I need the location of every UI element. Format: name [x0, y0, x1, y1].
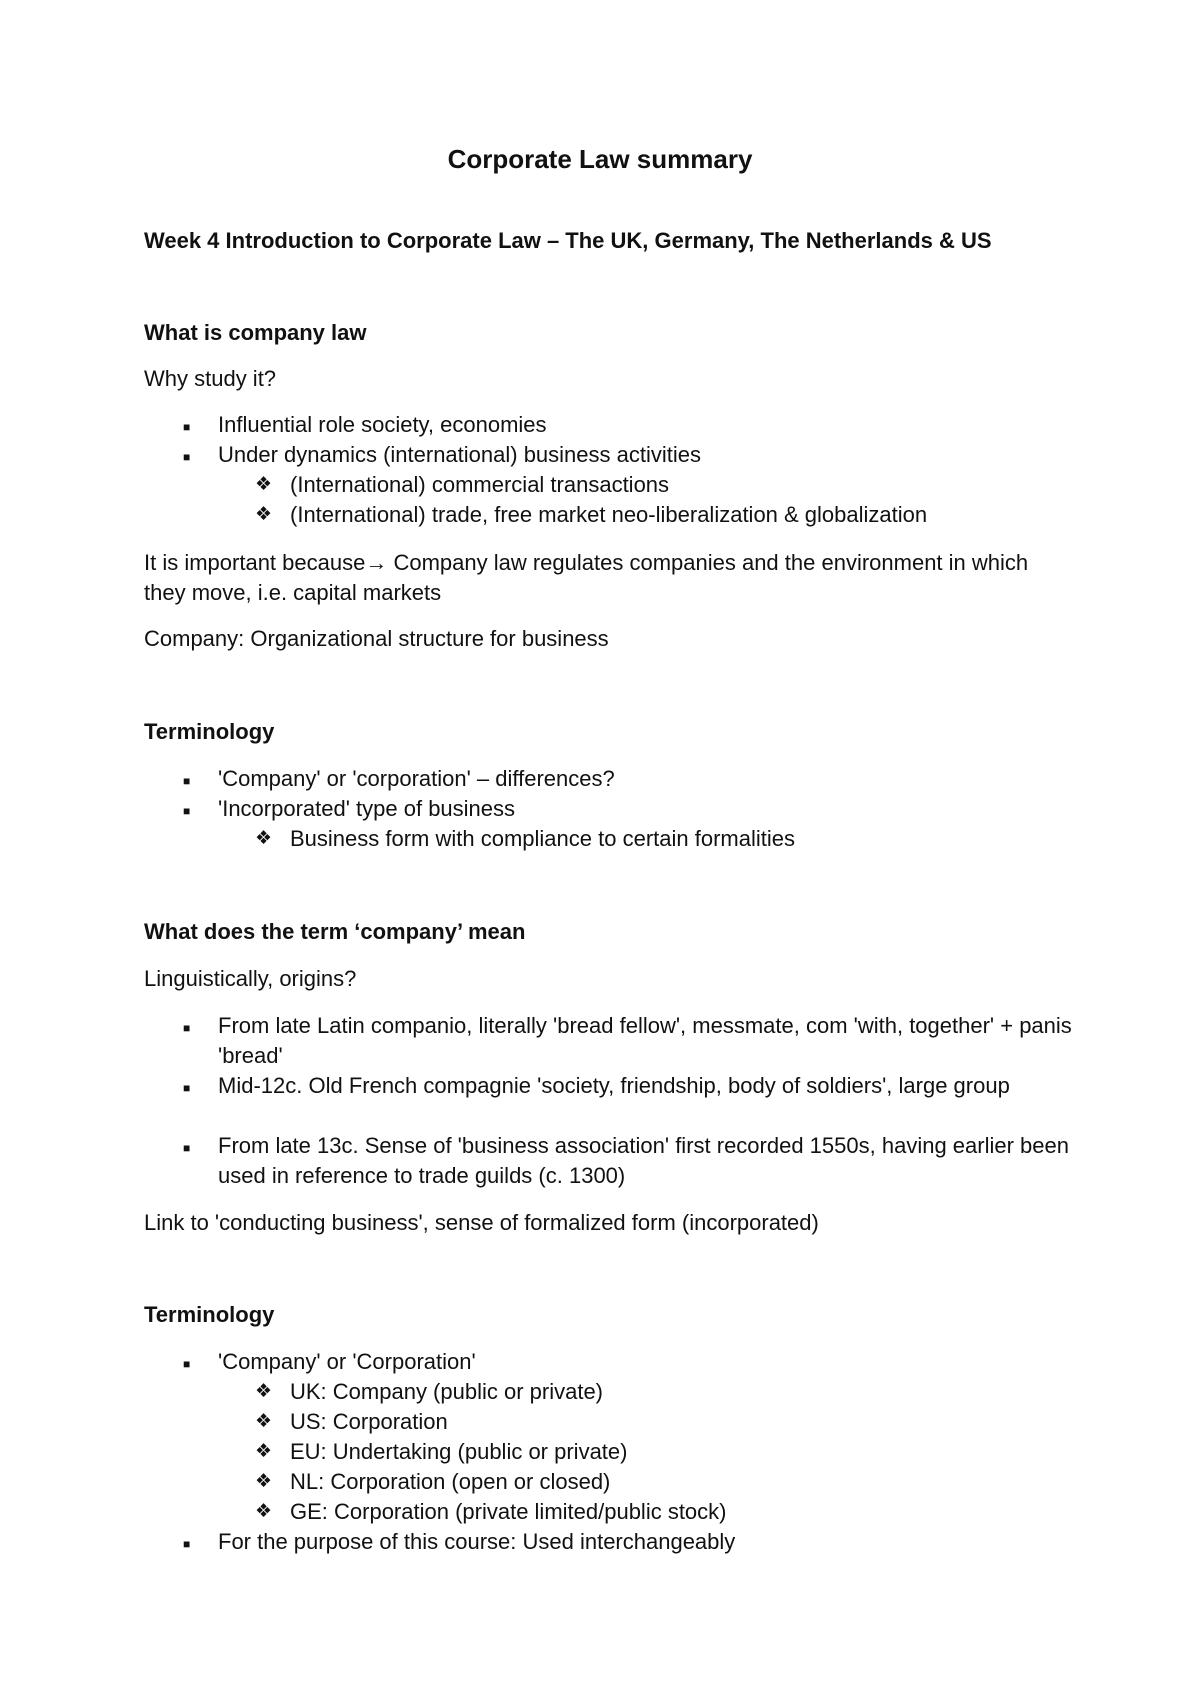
square-bullet-icon: ■ — [183, 420, 191, 434]
section-heading-company-meaning: What does the term ‘company’ mean — [144, 919, 526, 944]
sub-list-item-text: UK: Company (public or private) — [290, 1379, 604, 1404]
sub-list-item-text: (International) trade, free market neo-liberalization & globalization — [290, 502, 928, 527]
square-bullet-icon: ■ — [183, 1357, 191, 1371]
square-bullet-icon: ■ — [183, 1537, 191, 1551]
section-heading-terminology: Terminology — [144, 719, 275, 744]
list-item-text: 'Company' or 'Corporation' — [218, 1349, 476, 1374]
diamond-bullet-icon: ❖ — [255, 1381, 273, 1402]
question-linguistically: Linguistically, origins? — [144, 966, 357, 991]
diamond-bullet-icon: ❖ — [255, 1411, 273, 1432]
list-item-text: 'Incorporated' type of business — [218, 796, 516, 821]
list-item-text: 'Company' or 'corporation' – differences? — [218, 766, 615, 791]
week-heading: Week 4 Introduction to Corporate Law – The UK, Germany, The Netherlands & US — [144, 228, 992, 253]
question-why-study: Why study it? — [144, 366, 277, 391]
diamond-bullet-icon: ❖ — [255, 1501, 273, 1522]
square-bullet-icon: ■ — [183, 804, 191, 818]
list-item-text: Influential role society, economies — [218, 412, 547, 437]
section-heading-terminology-2: Terminology — [144, 1302, 275, 1327]
square-bullet-icon: ■ — [183, 1081, 191, 1095]
diamond-bullet-icon: ❖ — [255, 1441, 273, 1462]
importance-lead: It is important because — [144, 550, 366, 575]
list-item-text: For the purpose of this course: Used interchangeably — [218, 1529, 736, 1554]
sub-list-item-text: Business form with compliance to certain formalities — [290, 826, 795, 851]
arrow-right-icon: → — [365, 550, 388, 575]
sub-list-item-text: GE: Corporation (private limited/public stock) — [290, 1499, 727, 1524]
sub-list-item-text: US: Corporation — [290, 1409, 448, 1434]
company-definition: Company: Organizational structure for business — [144, 626, 609, 651]
diamond-bullet-icon: ❖ — [255, 1471, 273, 1492]
importance-paragraph — [144, 548, 1064, 608]
list-item-text: From late Latin companio, literally 'bread fellow', messmate, com 'with, together' + panis 'bread' — [218, 1013, 1072, 1068]
list-item-text: Mid-12c. Old French compagnie 'society, friendship, body of soldiers', large group — [218, 1073, 1010, 1098]
square-bullet-icon: ■ — [183, 1141, 191, 1155]
importance-text: Company law regulates companies and the environment in which they move, i.e. capital markets — [144, 550, 1029, 605]
sub-list-item-text: EU: Undertaking (public or private) — [290, 1439, 628, 1464]
list-item-text: From late 13c. Sense of 'business association' first recorded 1550s, having earlier been used in reference to trade guilds (c. 1300) — [218, 1133, 1069, 1188]
sub-list-item-text: (International) commercial transactions — [290, 472, 670, 497]
document-title: Corporate Law summary — [447, 144, 753, 174]
section-heading-company-law: What is company law — [144, 320, 367, 345]
link-paragraph: Link to 'conducting business', sense of formalized form (incorporated) — [144, 1210, 819, 1235]
diamond-bullet-icon: ❖ — [255, 474, 273, 495]
diamond-bullet-icon: ❖ — [255, 504, 273, 525]
sub-list-item-text: NL: Corporation (open or closed) — [290, 1469, 611, 1494]
square-bullet-icon: ■ — [183, 450, 191, 464]
diamond-bullet-icon: ❖ — [255, 828, 273, 849]
square-bullet-icon: ■ — [183, 774, 191, 788]
square-bullet-icon: ■ — [183, 1021, 191, 1035]
list-item-text: Under dynamics (international) business activities — [218, 442, 701, 467]
